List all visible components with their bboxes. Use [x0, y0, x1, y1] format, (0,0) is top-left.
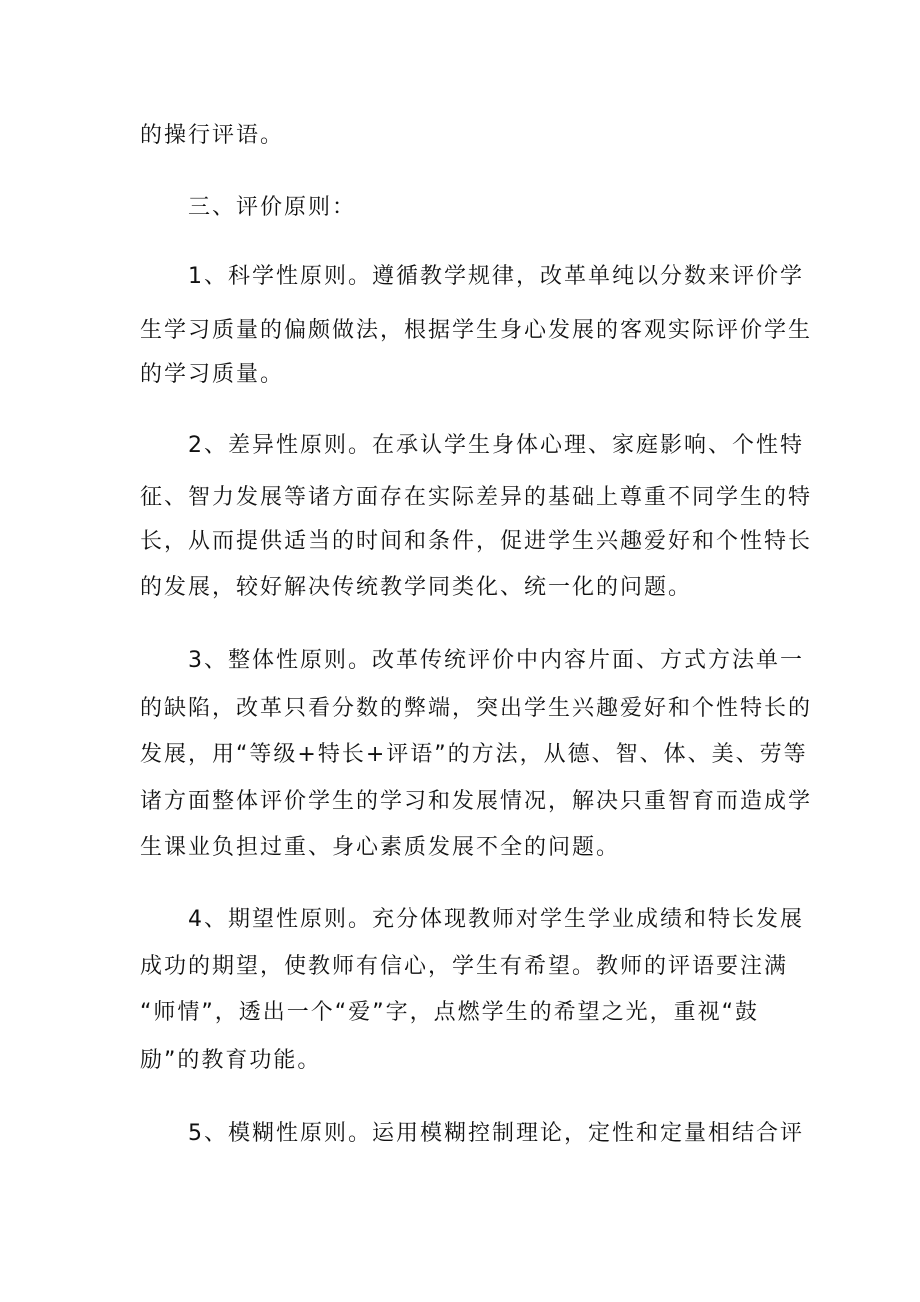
text-line: 4、期望性原则。充分体现教师对学生学业成绩和特长发展 [188, 907, 804, 932]
text-line: 发展，用“等级+特长+评语”的方法，从德、智、体、美、劳等 [140, 742, 808, 767]
text-line: “师情”，透出一个“爱”字，点燃学生的希望之光，重视“鼓 [140, 1000, 759, 1025]
text-line: 1、科学性原则。遵循教学规律，改革单纯以分数来评价学 [188, 264, 804, 289]
text-line: 的学习质量。 [140, 362, 285, 387]
section-heading: 三、评价原则： [188, 195, 357, 220]
text-line: 2、差异性原则。在承认学生身体心理、家庭影响、个性特 [188, 433, 804, 458]
text-line: 生学习质量的偏颇做法，根据学生身心发展的客观实际评价学生 [140, 318, 813, 343]
text-line: 的缺陷，改革只看分数的弊端，突出学生兴趣爱好和个性特长的 [140, 696, 813, 721]
text-line: 5、模糊性原则。运用模糊控制理论，定性和定量相结合评 [188, 1121, 804, 1146]
text-line: 诸方面整体评价学生的学习和发展情况，解决只重智育而造成学 [140, 789, 813, 814]
text-line: 生课业负担过重、身心素质发展不全的问题。 [140, 835, 621, 860]
text-line: 成功的期望，使教师有信心，学生有希望。教师的评语要注满 [140, 954, 789, 979]
text-line: 励”的教育功能。 [140, 1048, 322, 1073]
text-line: 的发展，较好解决传统教学同类化、统一化的问题。 [140, 575, 693, 600]
text-line: 3、整体性原则。改革传统评价中内容片面、方式方法单一 [188, 648, 804, 673]
text-line: 长，从而提供适当的时间和条件，促进学生兴趣爱好和个性特长 [140, 529, 813, 554]
text-line: 的操行评语。 [140, 123, 285, 148]
text-line: 征、智力发展等诸方面存在实际差异的基础上尊重不同学生的特 [140, 485, 813, 510]
